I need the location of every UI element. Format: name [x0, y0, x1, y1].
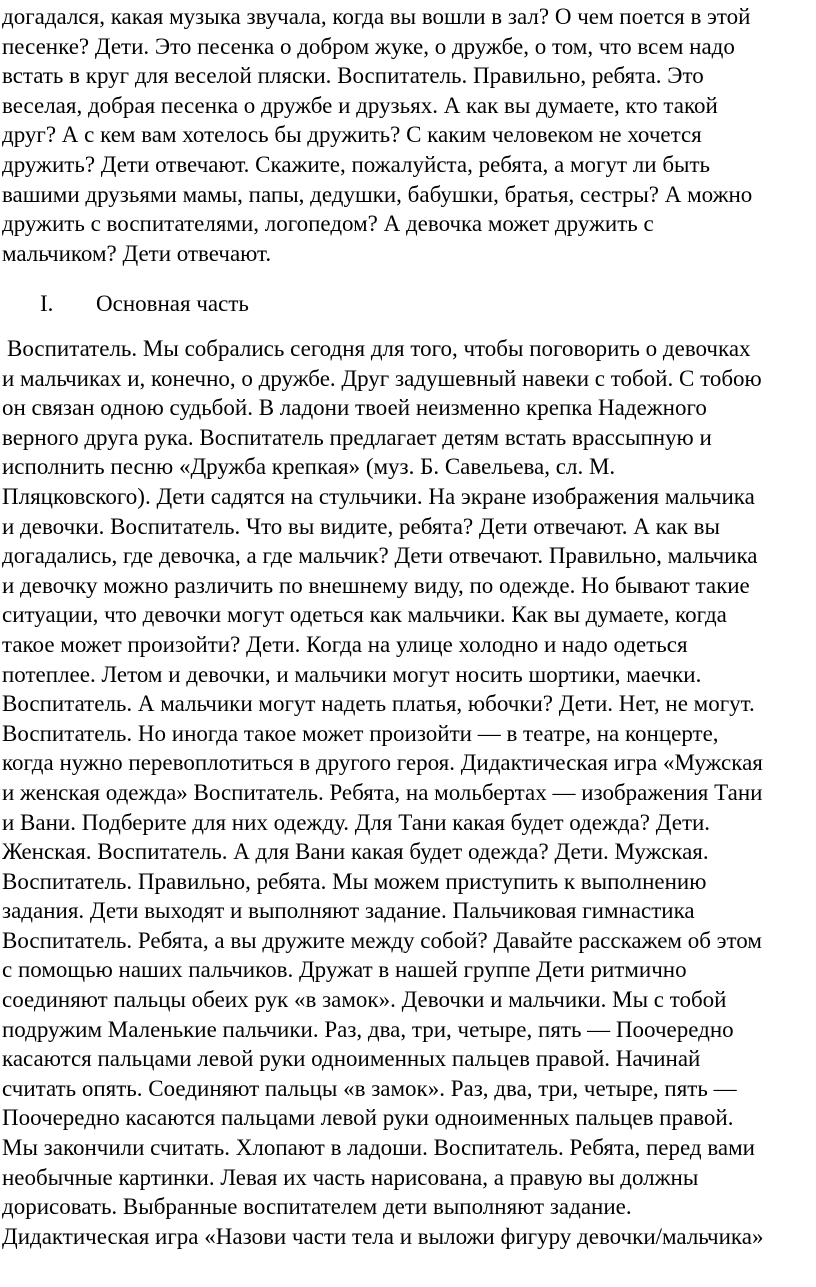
text-line: друг? А с кем вам хотелось бы дружить? С каким человеком не хочется: [2, 122, 702, 148]
text-line: верного друга рука. Воспитатель предлагает детям встать врассыпную и: [2, 424, 712, 450]
text-line: подружим Маленькие пальчики. Раз, два, три, четыре, пять — Поочередно: [2, 1016, 734, 1042]
text-line: веселая, добрая песенка о дружбе и друзьях. А как вы думаете, кто такой: [2, 92, 718, 118]
text-line: дружить с воспитателями, логопедом? А девочка может дружить с: [2, 211, 654, 237]
text-line: Пляцковского). Дети садятся на стульчики. На экране изображения мальчика: [2, 483, 755, 509]
text-line: Женская. Воспитатель. А для Вани какая будет одежда? Дети. Мужская.: [2, 839, 709, 865]
main-paragraph: [0, 334, 814, 1251]
text-line: задания. Дети выходят и выполняют задание. Пальчиковая гимнастика: [2, 898, 695, 924]
text-line: соединяют пальцы обеих рук «в замок». Девочки и мальчики. Мы с тобой: [2, 987, 727, 1013]
text-line: когда нужно перевоплотиться в другого героя. Дидактическая игра «Мужская: [2, 750, 763, 776]
text-line: Дидактическая игра «Назови части тела и выложи фигуру девочки/мальчика»: [2, 1223, 764, 1249]
text-line: необычные картинки. Левая их часть нарисована, а правую вы должны: [2, 1164, 699, 1190]
text-line: с помощью наших пальчиков. Дружат в нашей группе Дети ритмично: [2, 957, 687, 983]
text-line: Мы закончили считать. Хлопают в ладоши. Воспитатель. Ребята, перед вами: [2, 1135, 755, 1161]
text-line: Воспитатель. Правильно, ребята. Мы можем приступить к выполнению: [2, 868, 707, 894]
text-line: дружить? Дети отвечают. Скажите, пожалуйста, ребята, а могут ли быть: [2, 151, 711, 177]
intro-paragraph: [0, 2, 814, 268]
text-line: и женская одежда» Воспитатель. Ребята, на мольбертах — изображения Тани: [2, 779, 763, 805]
text-line: он связан одною судьбой. В ладони твоей неизменно крепка Надежного: [2, 395, 707, 421]
text-line: и Вани. Подберите для них одежду. Для Тани какая будет одежда? Дети.: [2, 809, 711, 835]
text-line: Воспитатель. Мы собрались сегодня для того, чтобы поговорить о девочках: [7, 336, 751, 361]
section-number: I.: [40, 291, 54, 316]
text-line: такое может произойти? Дети. Когда на улице холодно и надо одеться: [2, 631, 688, 657]
text-line: Поочередно касаются пальцами левой руки одноименных пальцев правой.: [2, 1105, 734, 1131]
section-title: Основная часть: [96, 291, 249, 316]
text-line: Воспитатель. Но иногда такое может произойти — в театре, на концерте,: [2, 720, 719, 746]
text-line: мальчиком? Дети отвечают.: [2, 240, 272, 266]
text-line: песенке? Дети. Это песенка о добром жуке, о дружбе, о том, что всем надо: [2, 33, 735, 59]
text-line: потеплее. Летом и девочки, и мальчики могут носить шортики, маечки.: [2, 661, 702, 687]
text-line: считать опять. Соединяют пальцы «в замок». Раз, два, три, четыре, пять —: [2, 1075, 737, 1101]
text-line: Воспитатель. А мальчики могут надеть платья, юбочки? Дети. Нет, не могут.: [2, 691, 755, 717]
text-line: встать в круг для веселой пляски. Воспитатель. Правильно, ребята. Это: [2, 63, 704, 89]
text-line: исполнить песню «Дружба крепкая» (муз. Б. Савельева, сл. М.: [2, 454, 616, 480]
text-line: касаются пальцами левой руки одноименных пальцев правой. Начинай: [2, 1046, 701, 1072]
text-line: догадались, где девочка, а где мальчик? Дети отвечают. Правильно, мальчика: [2, 543, 758, 569]
text-line: и девочки. Воспитатель. Что вы видите, ребята? Дети отвечают. А как вы: [2, 513, 720, 539]
text-line: ситуации, что девочки могут одеться как мальчики. Как вы думаете, когда: [2, 602, 727, 628]
text-line: и девочку можно различить по внешнему виду, по одежде. Но бывают такие: [2, 572, 750, 598]
text-line: дорисовать. Выбранные воспитателем дети выполняют задание.: [2, 1194, 632, 1220]
text-line: вашими друзьями мамы, папы, дедушки, бабушки, братья, сестры? А можно: [2, 181, 753, 207]
text-line: Воспитатель. Ребята, а вы дружите между собой? Давайте расскажем об этом: [2, 927, 762, 953]
text-line: догадался, какая музыка звучала, когда вы вошли в зал? О чем поется в этой: [2, 4, 751, 29]
text-line: и мальчиках и, конечно, о дружбе. Друг задушевный навеки с тобой. С тобою: [2, 365, 762, 391]
